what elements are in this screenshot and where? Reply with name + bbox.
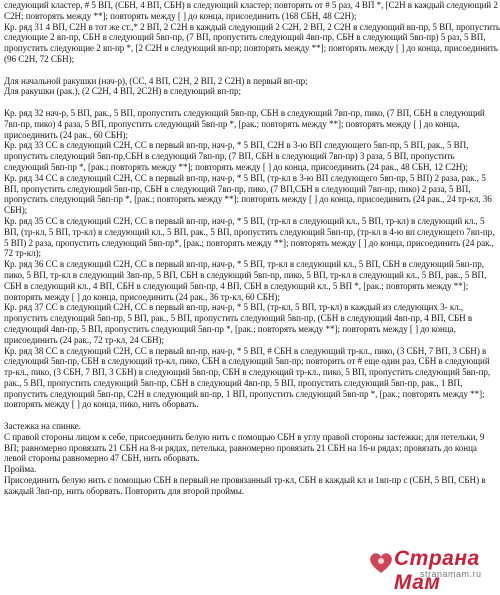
shell-definition: Для ракушки (рак.), (2 С2Н, 4 ВП, 2С2Н) в следующий вп-пр; — [4, 86, 241, 97]
spacer — [4, 65, 500, 76]
spacer — [4, 410, 500, 421]
intro-section — [4, 0, 500, 65]
rows-section — [4, 108, 500, 410]
row-paragraph: Кр. ряд 35 СС в следующий С2Н, СС в первый вп-пр, нач-р, * 5 ВП, (тр-кл в следующий кл., 5 ВП, тр-кл) в следующий кл., 5 ВП, (тр-кл, 5 ВП, тр-кл) в следующий кл., 5 ВП, рак., 5 ВП, пропустить следующий 5вп-пр, (тр-кл в 4-ю вп следующего 7вп-пр, 5 ВП) 2 раза, пропустить следующий 5вп-пр*, [рак.; повторять между **]; повторять между [ ] до конца, присоединить (24 рак., 72 тр-кл); — [4, 215, 495, 259]
watermark-brand: Страна Мам — [394, 547, 480, 594]
row-paragraph: Кр. ряд 33 СС в следующий С2Н, СС в первый вп-пр, нач-р, * 5 ВП, С2Н в 3-ю ВП следующего 5вп-пр, 5 ВП, рак., 5 ВП, пропустить следующий 5вп-пр,СБН в следующий 7вп-пр, (7 ВП, СБН в следующий 7вп-пр) 3 раза, 5 ВП, пропустить следующий 5вп-пр *, [рак.; повторять между **]; повторять между [ ] до конца, присоединить (24 рак., 48 СБН, 12 С2Н); — [4, 140, 469, 172]
heart-logo-icon — [366, 547, 396, 577]
spacer — [4, 97, 500, 108]
intro-paragraph: следующий кластер, # 5 ВП, (СБН, 4 ВП, СБН) в следующий кластер; повторять от # 5 раз, 4 ВП *, [С2Н в каждый следующий 2 С2Н; повторять между **]; повторять между [ ] до конца, присоединить (168 СБН, 48 С2Н); — [4, 0, 498, 21]
row-paragraph: Кр. ряд 38 СС в следующий С2Н, СС в первый вп-пр, нач-р, * 5 ВП, # СБН в следующий тр-кл., пико, (3 СБН, 7 ВП, 3 СБН) в следующий 5вп-пр, СБН в следующий тр-кл, пико, СБН в следующий 5вп-пр; повторить от # еще один раз, СБН в следующий тр-кл., пико, (3 СБН, 7 ВП, 3 СБН) в следующий 5вп-пр, СБН в следующий тр-кл., пико, 5 ВП, пропустить следующий 5вп-пр, рак., 5 ВП, пропустить следующий 5вп-пр, СБН в следующий 4вп-пр, 5 ВП, пропустить следующий 5вп-пр, рак., 1 ВП, пропустить следующий 5вп-пр, С2Н в следующий вп-пр, 1 ВП, пропустить следующий 5вп-пр *, [рак.; повторять между **]; повторять между [ ] до конца, пико, нить оборвать. — [4, 345, 491, 410]
armhole-title: Пройма. — [4, 464, 37, 475]
watermark-domain: stranamam.ru — [420, 569, 482, 579]
fastening-text: С правой стороны лицом к себе, присоединить белую нить с помощью СБН в углу правой стороны застежки; для петельки, 9 ВП; равномерно провязать 21 СБН на 8-и рядах, петелька, равномерно провязать 21 СБН на 16-и рядах; провязать до конца левой стороны равномерно 47 СБН, нить оборвать. — [4, 431, 485, 464]
row-paragraph: Кр. ряд 32 нач-р, 5 ВП, рак., 5 ВП, пропустить следующий 5вп-пр, СБН в следующий 7вп-пр, пико, (7 ВП, СБН в следующий 7вп-пр, пико) 4 раза, 5 ВП, пропустить следующий 5вп-пр *, [рак.; повторять между **]; повторять между [ ] до конца, присоединить (24 рак., 60 СБН); — [4, 107, 485, 140]
fastening-section — [4, 421, 500, 497]
row-paragraph: Кр. ряд 34 СС в следующий С2Н, СС в первый вп-пр, нач-р, * 5 ВП, (тр-кл в 3-ю ВП следующего 5вп-пр, 5 ВП) 2 раза, рак., 5 ВП, пропустить следующий 5вп-пр, СБН в следующий 7вп-пр, пико, (7 ВП,СБН в следующий 7вп-пр, пико) 2 раза, 5 ВП, пропустить следующий 5вп-пр *, [рак.; повторять между **]; повторять между [ ] до конца, присоединить (24 рак., 24 тр-кл, 36 СБН); — [4, 172, 492, 216]
shells-section — [4, 76, 500, 98]
row-paragraph: Кр. ряд 36 СС в следующий С2Н, СС в первый вп-пр, нач-р, * 5 ВП, тр-кл в следующий кл., 5 ВП, СБН в следующий 5вп-пр, пико, 5 ВП, тр-кл в следующий 3вп-пр, 5 ВП, СБН в следующий 5вп-пр, пико, 5 ВП, тр-кл в следующий кл., 5 ВП, рак., 5 ВП, СБН в следующий кл., 4 ВП, СБН в следующий 5вп-пр, 4 ВП, СБН в следующий кл., 5 ВП *, [рак.; повторять между **]; повторять между [ ] до конца, присоединить (24 рак., 36 тр-кл, 60 СБН); — [4, 259, 487, 302]
start-shell-definition: Для начальной ракушки (нач-р), (СС, 4 ВП, С2Н, 2 ВП, 2 С2Н) в первый вп-пр; — [4, 75, 308, 86]
fastening-title: Застежка на спинке. — [4, 421, 81, 432]
site-watermark — [366, 543, 494, 594]
armhole-text: Присоединить белую нить с помощью СБН в первый не провязанный тр-кл, СБН в каждый кл и 1вп-пр с (СБН, 5 ВП, СБН) в каждый 3вп-пр, нить оборвать. Повторить для второй проймы. — [4, 475, 486, 496]
row-31-paragraph: Кр. ряд 31 4 ВП, С2Н в тот же ст.,* 2 ВП, 2 С2Н в каждый следующий 2 С2Н, 2 ВП, 2 С2Н в следующий вп-пр, 5 ВП, пропустить следующие 2 вп-пр, СБН в следующий 5вп-пр, (7 ВП, пропустить следующий 4вп-пр, СБН в следующий 5вп-пр) 5 раз, 5 ВП, пропустить следующие 2 вп-пр *, [2 С2Н в следующий вп-пр; повторять между **]; повторять между [ ] до конца, присоединить (96 С2Н, 72 СБН); — [4, 21, 500, 64]
row-paragraph: Кр. ряд 37 СС в следующий С2Н, СС в первый вп-пр, нач-р, * 5 ВП, (тр-кл, 5 ВП, тр-кл) в каждый из следующих 3- кл., пропустить следующий 5вп-пр, 5 ВП, рак., 5 ВП, пропустить следующий 5вп-пр, (СБН в следующий 4вп-пр, 4 ВП, СБН в следующий 4вп-пр, 5 ВП, пропустить следующий 5вп-пр *, [рак.; повторять между **]; повторять между [ ] до конца, присоединить (24 рак., 72 тр-кл, 24 СБН); — [4, 302, 473, 345]
